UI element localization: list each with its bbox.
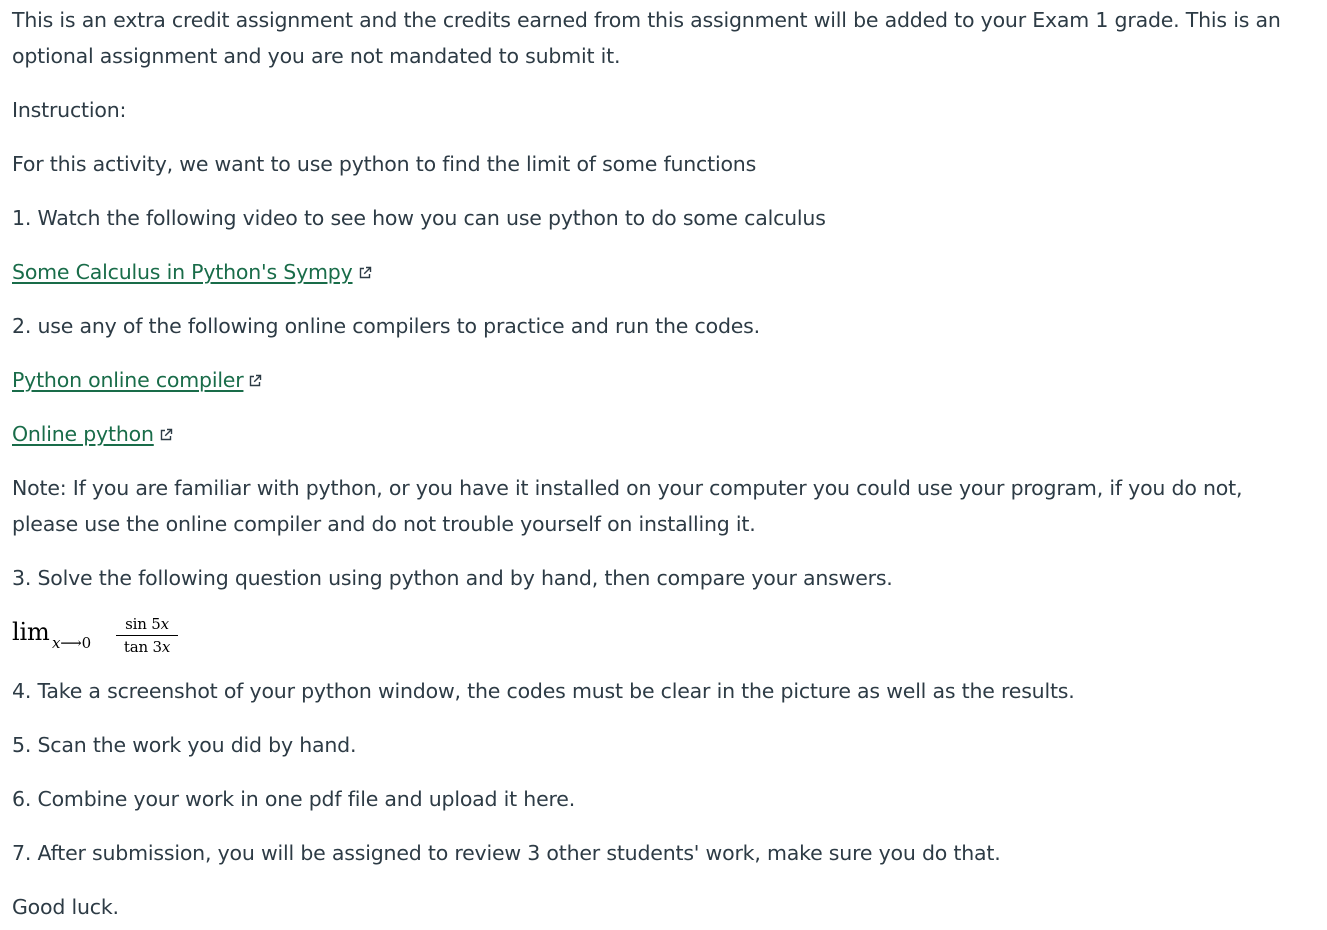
fraction-denominator: tan 3x bbox=[123, 638, 171, 656]
limit-operator: lim bbox=[12, 618, 50, 646]
compiler-link-1-row bbox=[12, 362, 262, 398]
external-link-icon bbox=[159, 428, 173, 442]
python-online-compiler-link[interactable]: Python online compiler bbox=[12, 368, 244, 392]
note-line-2: please use the online compiler and do not trouble yourself on installing it. bbox=[12, 512, 756, 536]
fraction-bar bbox=[116, 635, 178, 636]
step-7-text: 7. After submission, you will be assigned to review 3 other students' work, make sure you do that. bbox=[12, 841, 1001, 865]
step-2-text: 2. use any of the following online compilers to practice and run the codes. bbox=[12, 314, 760, 338]
video-link[interactable]: Some Calculus in Python's Sympy bbox=[12, 260, 353, 284]
instruction-heading: Instruction: bbox=[12, 98, 127, 122]
limit-arrow: ⟶ bbox=[60, 634, 82, 652]
external-link-icon bbox=[358, 266, 372, 280]
activity-text: For this activity, we want to use python to find the limit of some functions bbox=[12, 152, 757, 176]
limit-fraction bbox=[116, 614, 178, 657]
limit-variable: x bbox=[52, 634, 61, 652]
compiler-link-2-row bbox=[12, 416, 173, 452]
fraction-numerator: sin 5x bbox=[125, 615, 169, 633]
limit-subscript bbox=[52, 634, 91, 652]
limit-target: 0 bbox=[81, 634, 91, 652]
intro-line-2: optional assignment and you are not mandated to submit it. bbox=[12, 44, 621, 68]
closing-text: Good luck. bbox=[12, 895, 119, 919]
step-5-text: 5. Scan the work you did by hand. bbox=[12, 733, 357, 757]
external-link-icon bbox=[248, 374, 262, 388]
intro-line-1: This is an extra credit assignment and the credits earned from this assignment will be added to your Exam 1 grade. This is an bbox=[12, 8, 1281, 32]
video-link-row bbox=[12, 254, 372, 290]
step-3-text: 3. Solve the following question using python and by hand, then compare your answers. bbox=[12, 566, 893, 590]
step-6-text: 6. Combine your work in one pdf file and upload it here. bbox=[12, 787, 576, 811]
step-1-text: 1. Watch the following video to see how you can use python to do some calculus bbox=[12, 206, 826, 230]
online-python-link[interactable]: Online python bbox=[12, 422, 154, 446]
step-4-text: 4. Take a screenshot of your python window, the codes must be clear in the picture as well as the results. bbox=[12, 679, 1075, 703]
note-line-1: Note: If you are familiar with python, or you have it installed on your computer you could use your program, if you do not, bbox=[12, 476, 1243, 500]
